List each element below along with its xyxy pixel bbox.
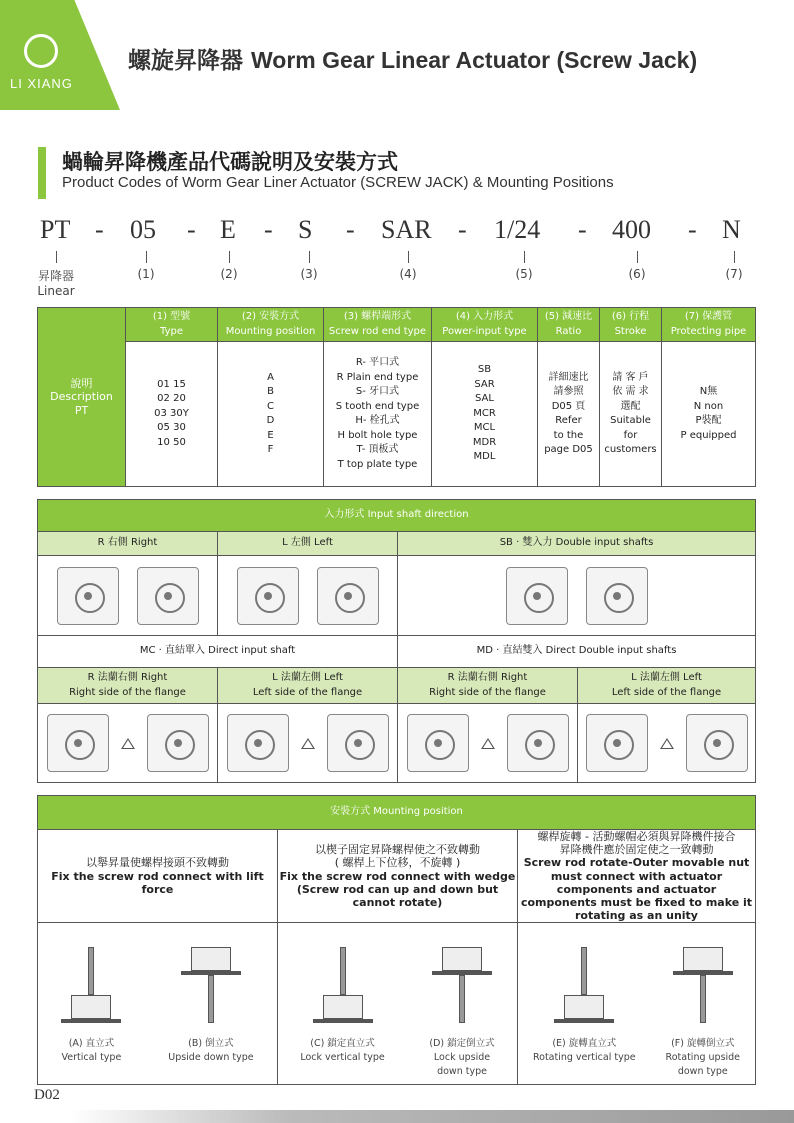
- code-part: PT: [40, 215, 71, 244]
- section-title-zh: 蝸輪昇降機產品代碼說明及安裝方式: [62, 150, 398, 174]
- jack-drawing: [673, 947, 733, 1037]
- gearbox-drawing: [147, 714, 209, 772]
- drawing-flange: [578, 704, 756, 783]
- header-type: [126, 308, 218, 342]
- page-number: D02: [34, 1087, 60, 1103]
- row-label-cell: [38, 308, 126, 487]
- page-title: [128, 42, 697, 75]
- gearbox-drawing: [47, 714, 109, 772]
- input-right-label: R 右側 Right: [38, 532, 218, 556]
- logo-icon: [24, 34, 58, 68]
- header-en: Ratio: [555, 325, 582, 337]
- gearbox-drawing: [407, 714, 469, 772]
- header-en: Type: [160, 325, 183, 337]
- code-part: S: [298, 215, 313, 244]
- header-en: Power-input type: [442, 325, 527, 337]
- code-separator: -: [346, 215, 355, 244]
- header-zh: (7) 保護管: [684, 311, 733, 322]
- jack-drawing: [432, 947, 492, 1037]
- header-zh: (2) 安裝方式: [241, 311, 300, 322]
- mount-col-desc: 以楔子固定昇降螺桿使之不致轉動 ( 螺桿上下位移，不旋轉 ) Fix the screw rod connect with wedge (Screw rod can up and down but cannot rotate): [278, 830, 518, 923]
- code-label: (1): [137, 267, 155, 281]
- input-values: SB SAR SAL MCR MCL MDR MDL: [432, 342, 538, 487]
- row-label-en: Description: [50, 390, 113, 404]
- code-tick: [734, 251, 735, 263]
- code-separator: -: [95, 215, 104, 244]
- jack-drawing: [554, 947, 614, 1037]
- header-rod-end: [324, 308, 432, 342]
- gearbox-drawing: [317, 567, 379, 625]
- type-values: 01 15 02 20 03 30Y 05 30 10 50: [126, 342, 218, 487]
- code-tick: [56, 251, 57, 263]
- triangle-icon: [481, 738, 495, 749]
- code-tick: [229, 251, 230, 263]
- input-direction-table: [37, 499, 756, 783]
- brand-name: LI XIANG: [10, 76, 73, 91]
- drawing-right: [38, 556, 218, 636]
- md-label: MD ‧ 直結雙入 Direct Double input shafts: [398, 636, 756, 668]
- header-zh: (3) 螺桿端形式: [343, 311, 412, 322]
- flange-left-label: L 法蘭左側 Left Left side of the flange: [578, 668, 756, 704]
- footer-bar: [70, 1110, 794, 1123]
- gearbox-drawing: [586, 714, 648, 772]
- header-zh: (1) 型號: [152, 311, 191, 322]
- mount-a: (A) 直立式 Vertical type: [61, 947, 121, 1080]
- gearbox-drawing: [686, 714, 748, 772]
- input-double-label: SB ‧ 雙入力 Double input shafts: [398, 532, 756, 556]
- section-title-en: Product Codes of Worm Gear Liner Actuator (SCREW JACK) & Mounting Positions: [62, 174, 614, 191]
- header-zh: (6) 行程: [611, 311, 650, 322]
- code-tick: [524, 251, 525, 263]
- header-en: Stroke: [614, 325, 647, 337]
- mount-drawings: [38, 923, 278, 1085]
- code-label: (3): [300, 267, 318, 281]
- code-label: [30, 267, 82, 298]
- header-ratio: [538, 308, 600, 342]
- flange-right-label: R 法蘭右側 Right Right side of the flange: [38, 668, 218, 704]
- gearbox-drawing: [227, 714, 289, 772]
- code-tick: [637, 251, 638, 263]
- drawing-flange: [218, 704, 398, 783]
- jack-drawing: [181, 947, 241, 1037]
- code-part: SAR: [381, 215, 432, 244]
- gearbox-drawing: [137, 567, 199, 625]
- code-label: (6): [628, 267, 646, 281]
- triangle-icon: [660, 738, 674, 749]
- mounting-values: A B C D E F: [218, 342, 324, 487]
- mc-label: MC ‧ 直結單入 Direct input shaft: [38, 636, 398, 668]
- header-pipe: [662, 308, 756, 342]
- header-en: Screw rod end type: [328, 325, 427, 337]
- rod-end-values: R- 平口式 R Plain end type S- 牙口式 S tooth end type H- 栓孔式 H bolt hole type T- 頂板式 T top plate type: [324, 342, 432, 487]
- header-zh: (4) 入力形式: [455, 311, 514, 322]
- code-tick: [408, 251, 409, 263]
- code-label: (2): [220, 267, 238, 281]
- logo-background: [0, 0, 120, 110]
- drawing-left: [218, 556, 398, 636]
- triangle-icon: [301, 738, 315, 749]
- mount-f: (F) 旋轉倒立式 Rotating upside down type: [666, 947, 740, 1080]
- code-separator: -: [264, 215, 273, 244]
- code-separator: -: [578, 215, 587, 244]
- mount-e: (E) 旋轉直立式 Rotating vertical type: [533, 947, 636, 1080]
- mounting-table: [37, 795, 756, 1085]
- mount-c: (C) 鎖定直立式 Lock vertical type: [300, 947, 384, 1080]
- input-left-label: L 左側 Left: [218, 532, 398, 556]
- mount-d: (D) 鎖定倒立式 Lock upside down type: [429, 947, 494, 1080]
- code-label: (4): [399, 267, 417, 281]
- header-stroke: [600, 308, 662, 342]
- code-tick: [146, 251, 147, 263]
- code-part: 05: [130, 215, 156, 244]
- mount-b: (B) 倒立式 Upside down type: [168, 947, 253, 1080]
- jack-drawing: [313, 947, 373, 1037]
- code-label: (5): [515, 267, 533, 281]
- header-en: Mounting position: [225, 325, 316, 337]
- gearbox-drawing: [586, 567, 648, 625]
- gearbox-drawing: [327, 714, 389, 772]
- input-table-title: 入力形式 Input shaft direction: [38, 500, 756, 532]
- code-part: E: [220, 215, 236, 244]
- ratio-values: 詳細速比 請參照 D05 頁 Refer to the page D05: [538, 342, 600, 487]
- code-label: (7): [725, 267, 743, 281]
- flange-left-label: L 法蘭左側 Left Left side of the flange: [218, 668, 398, 704]
- spec-table: [37, 307, 756, 487]
- flange-right-label: R 法蘭右側 Right Right side of the flange: [398, 668, 578, 704]
- triangle-icon: [121, 738, 135, 749]
- pipe-values: N無 N non P裝配 P equipped: [662, 342, 756, 487]
- mount-drawings: [278, 923, 518, 1085]
- mount-col-desc: 以舉昇量使螺桿接頭不致轉動 Fix the screw rod connect with lift force: [38, 830, 278, 923]
- gearbox-drawing: [57, 567, 119, 625]
- stroke-values: 請 客 戶 依 需 求 選配 Suitable for customers: [600, 342, 662, 487]
- code-label-sub: Linear: [37, 284, 75, 298]
- drawing-double: [398, 556, 756, 636]
- code-label-zh: 昇降器: [37, 269, 74, 283]
- code-part: N: [722, 215, 741, 244]
- gearbox-drawing: [237, 567, 299, 625]
- page-title-zh: 螺旋昇降器: [128, 48, 243, 74]
- jack-drawing: [61, 947, 121, 1037]
- drawing-flange: [398, 704, 578, 783]
- header-en: Protecting pipe: [670, 325, 747, 337]
- page-title-en: Worm Gear Linear Actuator (Screw Jack): [251, 47, 698, 73]
- gearbox-drawing: [507, 714, 569, 772]
- code-part: 400: [612, 215, 651, 244]
- code-separator: -: [458, 215, 467, 244]
- code-tick: [309, 251, 310, 263]
- gearbox-drawing: [506, 567, 568, 625]
- section-accent-bar: [38, 147, 46, 199]
- drawing-flange: [38, 704, 218, 783]
- row-label-code: PT: [74, 403, 89, 417]
- mount-col-desc: 螺桿旋轉 - 活動螺帽必須與昇降機件接合 昇降機件應於固定使之一致轉動 Screw rod rotate-Outer movable nut must connect with actuator components and actuator components must be fixed to make it rotating as an unity: [518, 830, 756, 923]
- mount-drawings: [518, 923, 756, 1085]
- header-input: [432, 308, 538, 342]
- code-part: 1/24: [494, 215, 541, 244]
- row-label-zh: 說明: [70, 377, 93, 391]
- header-mounting: [218, 308, 324, 342]
- code-separator: -: [187, 215, 196, 244]
- code-separator: -: [688, 215, 697, 244]
- mount-table-title: 安裝方式 Mounting position: [38, 796, 756, 830]
- header-zh: (5) 減速比: [544, 311, 593, 322]
